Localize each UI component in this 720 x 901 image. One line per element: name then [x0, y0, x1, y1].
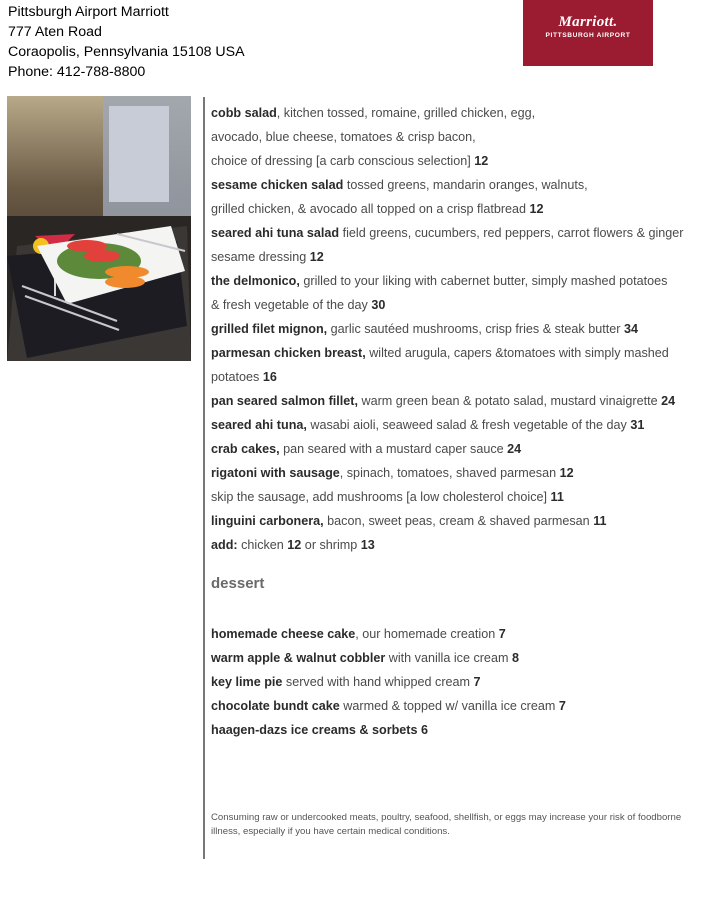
item-description: grilled to your liking with cabernet butter, simply mashed potatoes: [299, 274, 668, 288]
item-price: 12: [559, 466, 574, 480]
dessert-line: [211, 718, 566, 742]
item-description: skip the sausage, add mushrooms [a low cholesterol choice]: [211, 490, 551, 504]
menu-line: [211, 341, 716, 365]
marriott-logo: [523, 0, 653, 66]
item-description: with vanilla ice cream: [385, 651, 512, 665]
item-price: 31: [630, 418, 645, 432]
item-name: seared ahi tuna,: [211, 418, 307, 432]
item-price: 12: [474, 154, 489, 168]
menu-line: [211, 125, 716, 149]
item-name: warm apple & walnut cobbler: [211, 651, 386, 665]
item-price: 13: [360, 538, 375, 552]
food-photo: [7, 96, 191, 361]
divider-line: [203, 97, 205, 859]
item-description: or shrimp: [301, 538, 361, 552]
item-price: 24: [507, 442, 522, 456]
item-name: grilled filet mignon,: [211, 322, 328, 336]
item-description: , kitchen tossed, romaine, grilled chicken, egg,: [276, 106, 536, 120]
menu-line: [211, 245, 716, 269]
item-description: field greens, cucumbers, red peppers, carrot flowers & ginger: [339, 226, 684, 240]
hotel-info: [8, 2, 245, 82]
item-name: rigatoni with sausage: [211, 466, 340, 480]
item-description: garlic sautéed mushrooms, crisp fries & steak butter: [327, 322, 624, 336]
item-price: 7: [558, 699, 566, 713]
item-name: the delmonico,: [211, 274, 300, 288]
item-price: 12: [309, 250, 324, 264]
item-description: potatoes: [211, 370, 263, 384]
item-description: avocado, blue cheese, tomatoes & crisp bacon,: [211, 130, 476, 144]
item-name: key lime pie: [211, 675, 283, 689]
menu-line: [211, 461, 716, 485]
item-description: warmed & topped w/ vanilla ice cream: [339, 699, 559, 713]
item-price: 8: [511, 651, 519, 665]
dessert-line: [211, 694, 566, 718]
item-description: warm green bean & potato salad, mustard vinaigrette: [357, 394, 662, 408]
item-name: haagen-dazs ice creams & sorbets: [211, 723, 421, 737]
item-description: , spinach, tomatoes, shaved parmesan: [339, 466, 560, 480]
menu-line: [211, 149, 716, 173]
menu-line: [211, 413, 716, 437]
item-description: wasabi aioli, seaweed salad & fresh vegetable of the day: [306, 418, 631, 432]
dessert-heading: dessert: [211, 575, 265, 592]
item-description: wilted arugula, capers &tomatoes with simply mashed: [365, 346, 669, 360]
item-price: 16: [262, 370, 277, 384]
item-price: 11: [550, 490, 564, 504]
menu-line: [211, 437, 716, 461]
logo-brand: Marriott.: [558, 14, 618, 30]
item-price: 24: [661, 394, 676, 408]
item-description: pan seared with a mustard caper sauce: [279, 442, 508, 456]
menu-line: [211, 293, 716, 317]
item-description: tossed greens, mandarin oranges, walnuts,: [343, 178, 588, 192]
item-price: 12: [287, 538, 302, 552]
item-description: , our homemade creation: [355, 627, 499, 641]
menu-line: [211, 365, 716, 389]
item-description: & fresh vegetable of the day: [211, 298, 372, 312]
item-name: sesame chicken salad: [211, 178, 344, 192]
logo-subtitle: PITTSBURGH AIRPORT: [545, 32, 631, 39]
menu-line: [211, 173, 716, 197]
food-safety-disclaimer: Consuming raw or undercooked meats, poultry, seafood, shellfish, or eggs may increase your risk of foodborne illness, especially if you have certain medical conditions.: [211, 812, 682, 837]
menu-line: [211, 533, 716, 557]
item-price: 30: [371, 298, 386, 312]
item-name: chocolate bundt cake: [211, 699, 340, 713]
item-name: cobb salad: [211, 106, 277, 120]
menu-line: [211, 317, 716, 341]
dessert-line: [211, 622, 566, 646]
item-description: choice of dressing [a carb conscious selection]: [211, 154, 475, 168]
item-name: pan seared salmon fillet,: [211, 394, 358, 408]
dessert-items: [211, 622, 566, 742]
menu-line: [211, 221, 716, 245]
item-price: 12: [529, 202, 544, 216]
item-name: parmesan chicken breast,: [211, 346, 366, 360]
item-name: crab cakes,: [211, 442, 280, 456]
item-price: 7: [498, 627, 506, 641]
hotel-phone: Phone: 412-788-8800: [8, 64, 146, 80]
menu-line: [211, 389, 716, 413]
hotel-address: 777 Aten Road: [8, 24, 102, 40]
item-name: homemade cheese cake: [211, 627, 356, 641]
item-description: sesame dressing: [211, 250, 310, 264]
item-description: grilled chicken, & avocado all topped on a crisp flatbread: [211, 202, 530, 216]
item-name: linguini carbonera,: [211, 514, 324, 528]
item-description: bacon, sweet peas, cream & shaved parmesan: [323, 514, 594, 528]
item-price: 7: [473, 675, 481, 689]
hotel-city: Coraopolis, Pennsylvania 15108 USA: [8, 44, 245, 60]
menu-line: [211, 269, 716, 293]
item-name: add:: [211, 538, 238, 552]
menu-items: [211, 101, 716, 557]
item-description: chicken: [237, 538, 288, 552]
item-price: 34: [623, 322, 638, 336]
menu-line: [211, 509, 716, 533]
item-description: served with hand whipped cream: [282, 675, 474, 689]
food-photo-image: [7, 96, 191, 361]
menu-line: [211, 485, 716, 509]
hotel-name: Pittsburgh Airport Marriott: [8, 4, 169, 20]
item-name: seared ahi tuna salad: [211, 226, 340, 240]
item-price: 11: [593, 514, 607, 528]
menu-line: [211, 197, 716, 221]
dessert-line: [211, 646, 566, 670]
menu-line: [211, 101, 716, 125]
item-price: 6: [421, 723, 429, 737]
dessert-line: [211, 670, 566, 694]
